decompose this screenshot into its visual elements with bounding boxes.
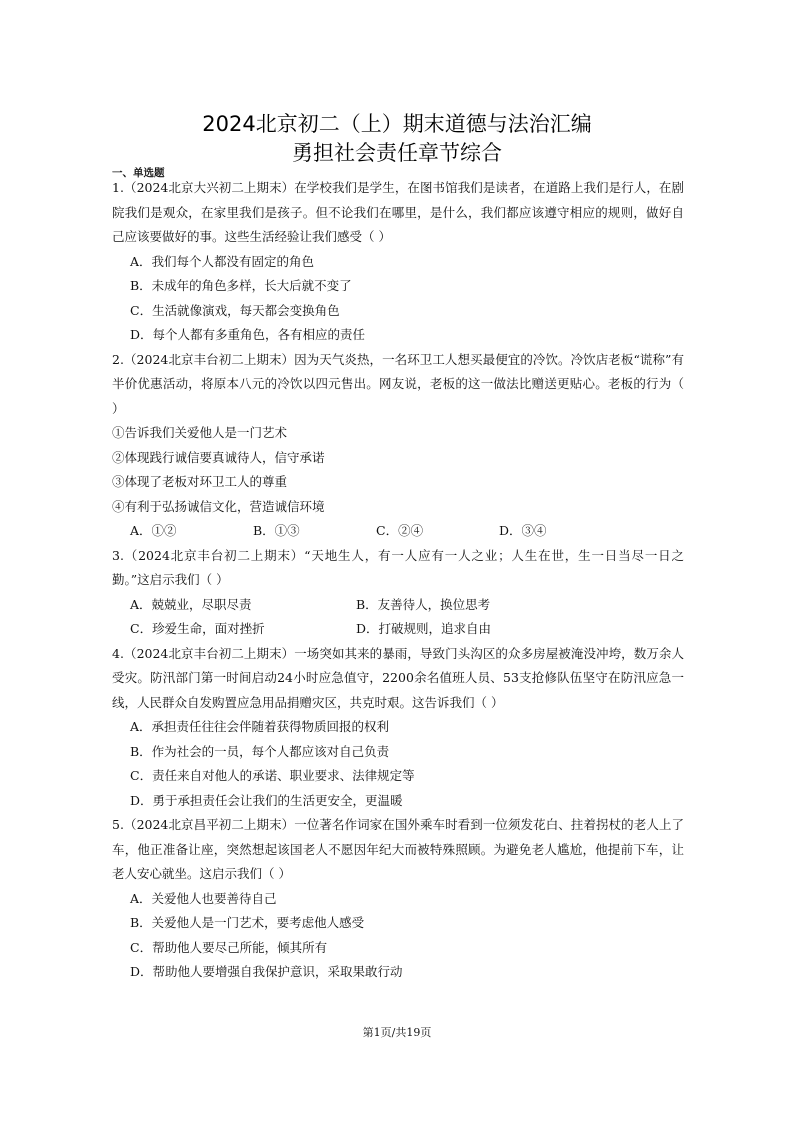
option-a: A．我们每个人都没有固定的角色 (130, 253, 315, 269)
option-b: B．作为社会的一员，每个人都应该对自己负责 (130, 743, 390, 759)
option-a: A．①② (130, 523, 177, 538)
question-list (112, 176, 684, 985)
option-b: B．①③ (253, 523, 300, 538)
statement-item: ④有利于弘扬诚信文化，营造诚信环境 (112, 498, 325, 514)
option-c: C．生活就像演戏，每天都会变换角色 (130, 302, 340, 318)
page-number: 第1页/共19页 (362, 1026, 432, 1039)
option-a: A．关爱他人也要善待自己 (130, 890, 277, 906)
question-stem: 1.（2024北京大兴初二上期末）在学校我们是学生，在图书馆我们是读者，在道路上我们是行人，在剧院我们是观众，在家里我们是孩子。但不论我们在哪里，是什么，我们都应该遵守相应的规则，做好自己应该要做好的事。这些生活经验让我们感受（ ） (112, 180, 684, 244)
question-stem: 5.（2024北京昌平初二上期末）一位著名作词家在国外乘车时看到一位须发花白、拄着拐杖的老人上了车，他正准备让座，突然想起该国老人不愿因年纪大而被特殊照顾。为避免老人尴尬，他提前下车，让老人安心就坐。这启示我们（ ） (112, 817, 684, 881)
option-c: C．珍爱生命，面对挫折 (130, 621, 265, 636)
option-d: D．帮助他人要增强自我保护意识，采取果敢行动 (130, 964, 403, 979)
option-c: C．责任来自对他人的承诺、职业要求、法律规定等 (130, 768, 415, 783)
option-b: B．友善待人，换位思考 (356, 596, 491, 612)
options-row (112, 593, 684, 618)
options-row (112, 617, 684, 642)
section-heading: 一、单选题 (112, 167, 165, 179)
option-b: B．关爱他人是一门艺术，要考虑他人感受 (130, 915, 365, 930)
option-d: D．勇于承担责任会让我们的生活更安全，更温暖 (130, 792, 403, 808)
option-a: A．兢兢业，尽职尽责 (130, 596, 252, 612)
option-a: A．承担责任往往会伴随着获得物质回报的权利 (130, 719, 390, 734)
question-stem: 2.（2024北京丰台初二上期末）因为天气炎热，一名环卫工人想买最便宜的冷饮。冷饮店老板“谎称”有半价优惠活动，将原本八元的冷饮以四元售出。网友说，老板的这一做法比赠送更贴心。老板的行为（ ） (112, 351, 684, 416)
question-5 (112, 813, 684, 985)
document-title: 2024北京初二（上）期末道德与法治汇编 (202, 112, 592, 136)
option-c: C．帮助他人要尽己所能，倾其所有 (130, 939, 328, 955)
question-stem: 3.（2024北京丰台初二上期末）“天地生人，有一人应有一人之业；人生在世，生一日当尽一日之勤。”这启示我们（ ） (112, 547, 684, 587)
question-3 (112, 544, 684, 642)
options-row (112, 519, 684, 544)
question-stem: 4.（2024北京丰台初二上期末）一场突如其来的暴雨，导致门头沟区的众多房屋被淹没冲垮，数万余人受灾。防汛部门第一时间启动24小时应急值守，2200余名值班人员、53支抢修队伍坚守在防汛应急一线，人民群众自发购置应急用品捐赠灾区，共克时艰。这告诉我们（ ） (112, 645, 684, 710)
statement-item: ②体现践行诚信要真诚待人，信守承诺 (112, 449, 325, 465)
question-1 (112, 176, 684, 348)
option-d: D．③④ (499, 523, 547, 538)
option-b: B．未成年的角色多样，长大后就不变了 (130, 278, 352, 293)
question-2 (112, 348, 684, 544)
statement-item: ①告诉我们关爱他人是一门艺术 (112, 425, 288, 440)
option-c: C．②④ (376, 523, 424, 538)
question-4 (112, 642, 684, 814)
statement-item: ③体现了老板对环卫工人的尊重 (112, 474, 288, 489)
option-d: D．打破规则，追求自由 (356, 621, 492, 636)
document-subtitle: 勇担社会责任章节综合 (292, 141, 502, 165)
option-d: D．每个人都有多重角色，各有相应的责任 (130, 327, 366, 342)
